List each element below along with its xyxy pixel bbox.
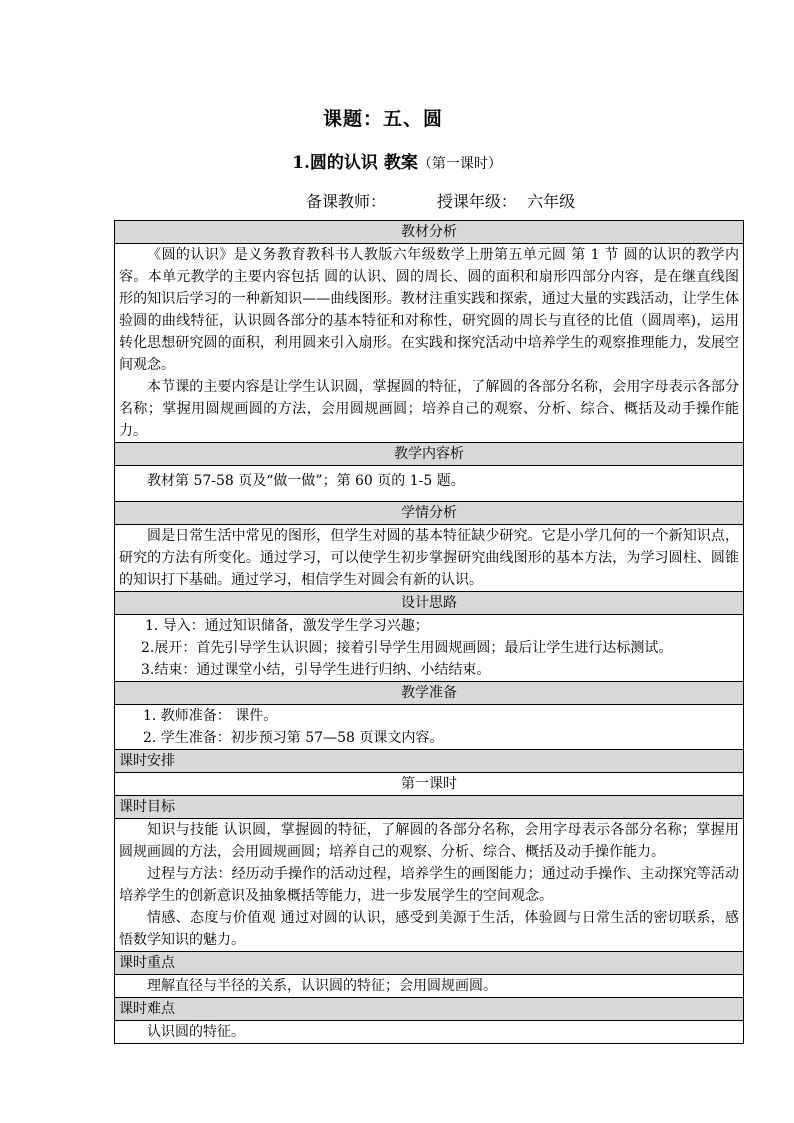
- grade-value: 六年级: [527, 192, 576, 211]
- section-heading-key-points: 课时重点: [115, 952, 744, 975]
- page-title-text: 课题：五、圆: [322, 108, 443, 130]
- section-heading-content: 教学内容析: [115, 443, 744, 466]
- prep-item-2: 2. 学生准备：初步预习第 57—58 页课文内容。: [143, 730, 444, 746]
- section-heading-material: 教材分析: [115, 221, 744, 244]
- difficulties-text: 认识圆的特征。: [147, 1024, 245, 1040]
- lesson-plan-table: [114, 220, 744, 1044]
- section-heading-design: 设计思路: [115, 592, 744, 615]
- section-body-difficulties: [115, 1021, 744, 1044]
- section-heading-goals: 课时目标: [115, 796, 744, 819]
- material-paragraph-1: 《圆的认识》是义务教育教科书人教版六年级数学上册第五单元圆 第 1 节 圆的认识的教学内容。本单元教学的主要内容包括 圆的认识、圆的周长、圆的面积和扇形四部分内容，是在继直线图形的知识后学习的一种新知识——曲线图形。教材注重实践和探索，通过大量的实践活动，让学生体验圆的曲线特征，认识圆各部分的基本特征和对称性，研究圆的周长与直径的比值（圆周率)，运用转化思想研究圆的面积，利用圆来引入扇形。在实践和探究活动中培养学生的观察推理能力，发展空间观念。: [119, 247, 739, 373]
- section-body-students: [115, 525, 744, 592]
- lesson-subtitle-note: （第一课时）: [417, 156, 502, 172]
- section-body-key-points: [115, 975, 744, 998]
- page-title: [0, 104, 794, 131]
- goals-paragraph-1: 知识与技能 认识圆，掌握圆的特征，了解圆的各部分名称，会用字母表示各部分名称；掌握用圆规画圆的方法，会用圆规画圆；培养自己的观察、分析、综合、概括及动手操作能力。: [119, 822, 739, 860]
- section-body-content: [115, 466, 744, 502]
- section-heading-difficulties: 课时难点: [115, 998, 744, 1021]
- prep-item-1: 1. 教师准备： 课件。: [143, 708, 278, 724]
- lesson-subtitle-main: 1.圆的认识 教案: [292, 153, 418, 173]
- schedule-value: 第一课时: [115, 773, 744, 796]
- design-item-2: 2.展开：首先引导学生认识圆；接着引导学生用圆规画圆；最后让学生进行达标测试。: [141, 640, 673, 656]
- section-heading-schedule: 课时安排: [115, 750, 744, 773]
- teacher-grade-line: [306, 189, 575, 212]
- teacher-label: 备课教师：: [306, 192, 387, 211]
- section-heading-students: 学情分析: [115, 502, 744, 525]
- key-points-text: 理解直径与半径的关系，认识圆的特征；会用圆规画圆。: [147, 978, 497, 994]
- design-item-3: 3.结束：通过课堂小结，引导学生进行归纳、小结结束。: [141, 662, 491, 678]
- students-text: 圆是日常生活中常见的图形，但学生对圆的基本特征缺少研究。它是小学几何的一个新知识点，研究的方法有所变化。通过学习，可以使学生初步掌握研究曲线图形的基本方法，为学习圆柱、圆锥的知识打下基础。通过学习，相信学生对圆会有新的认识。: [119, 528, 739, 588]
- goals-paragraph-3: 情感、态度与价值观 通过对圆的认识，感受到美源于生活，体验圆与日常生活的密切联系，感悟数学知识的魅力。: [119, 910, 739, 948]
- section-body-prep: [115, 705, 744, 750]
- section-heading-prep: 教学准备: [115, 682, 744, 705]
- content-text: 教材第 57-58 页及“做一做”；第 60 页的 1-5 题。: [147, 473, 465, 489]
- goals-paragraph-2: 过程与方法：经历动手操作的活动过程，培养学生的画图能力；通过动手操作、主动探究等活动培养学生的创新意识及抽象概括等能力，进一步发展学生的空间观念。: [119, 866, 739, 904]
- lesson-subtitle: [0, 148, 794, 173]
- section-body-material: [115, 244, 744, 443]
- section-body-goals: [115, 819, 744, 952]
- section-body-design: [115, 615, 744, 682]
- grade-label: 授课年级：: [436, 192, 517, 211]
- material-paragraph-2: 本节课的主要内容是让学生认识圆，掌握圆的特征，了解圆的各部分名称，会用字母表示各部分名称；掌握用圆规画圆的方法，会用圆规画圆；培养自己的观察、分析、综合、概括及动手操作能力。: [119, 379, 739, 439]
- design-item-1: 1. 导入：通过知识储备，激发学生学习兴趣；: [145, 618, 429, 634]
